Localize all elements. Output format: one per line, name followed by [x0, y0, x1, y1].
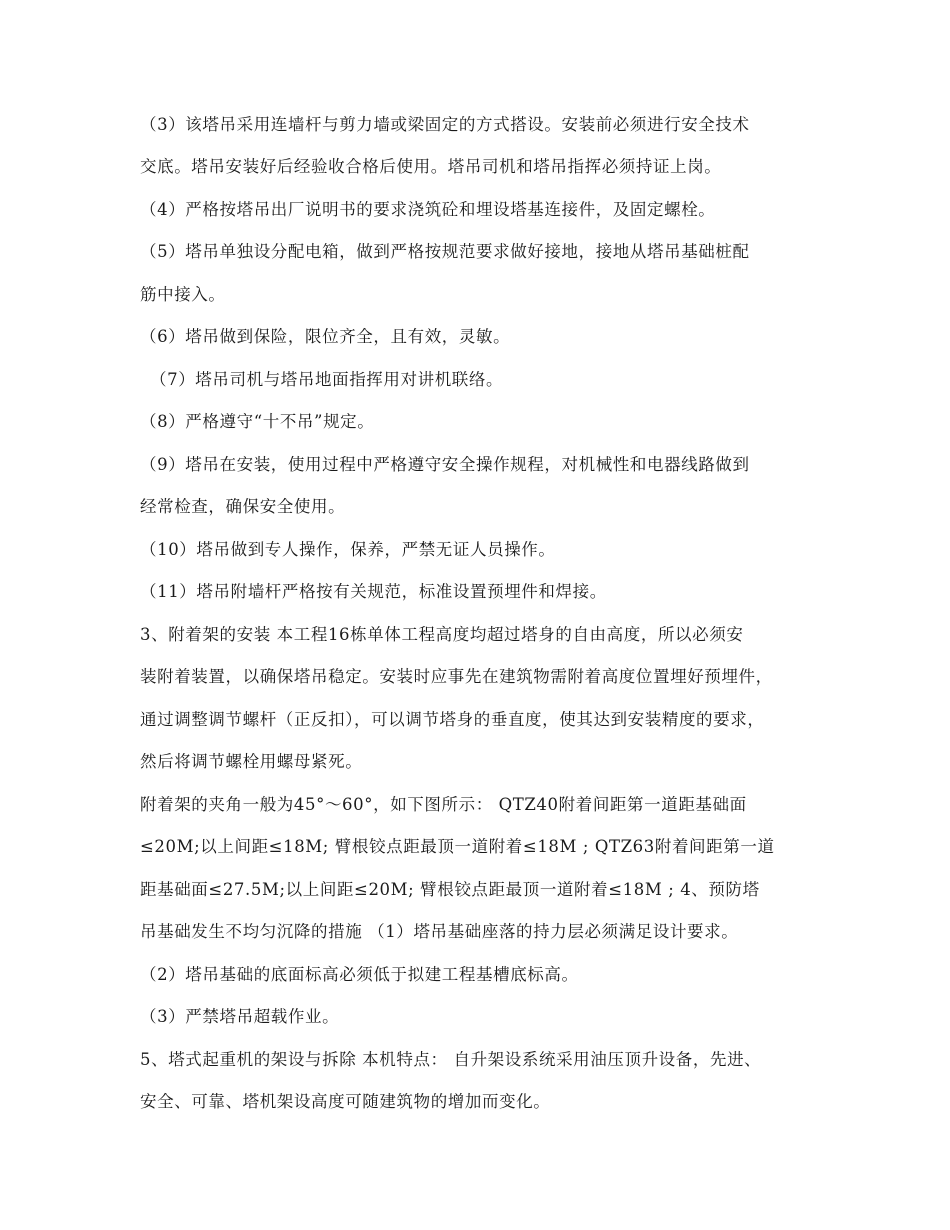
- text-line: 3、附着架的安装 本工程16栋单体工程高度均超过塔身的自由高度，所以必须安: [140, 625, 744, 644]
- text-line: 筋中接入。: [140, 285, 226, 304]
- text-line: （7）塔吊司机与塔吊地面指挥用对讲机联络。: [150, 370, 504, 389]
- text-line: （4）严格按塔吊出厂说明书的要求浇筑砼和埋设塔基连接件，及固定螺栓。: [140, 200, 716, 219]
- text-line: （3）该塔吊采用连墙杆与剪力墙或梁固定的方式搭设。安装前必须进行安全技术: [140, 115, 750, 134]
- text-line: 交底。塔吊安装好后经验收合格后使用。塔吊司机和塔吊指挥必须持证上岗。: [140, 157, 722, 176]
- text-line: （6）塔吊做到保险，限位齐全，且有效，灵敏。: [140, 327, 511, 346]
- text-line: （9）塔吊在安装，使用过程中严格遵守安全操作规程，对机械性和电器线路做到: [140, 455, 750, 474]
- text-line: 装附着装置，以确保塔吊稳定。安装时应事先在建筑物需附着高度位置埋好预埋件，: [140, 667, 773, 686]
- text-line: 经常检查，确保安全使用。: [140, 497, 346, 516]
- text-line: （10）塔吊做到专人操作，保养，严禁无证人员操作。: [140, 540, 556, 559]
- text-line: （2）塔吊基础的底面标高必须低于拟建工程基槽底标高。: [140, 965, 579, 984]
- text-line: 通过调整调节螺杆（正反扣），可以调节塔身的垂直度，使其达到安装精度的要求，: [140, 710, 765, 729]
- text-line: 吊基础发生不均匀沉降的措施 （1）塔吊基础座落的持力层必须满足设计要求。: [140, 922, 739, 941]
- text-line: （11）塔吊附墙杆严格按有关规范，标准设置预埋件和焊接。: [140, 582, 607, 601]
- text-line: 附着架的夹角一般为45°～60°，如下图所示： QTZ40附着间距第一道距基础面: [140, 795, 747, 814]
- text-line: 然后将调节螺栓用螺母紧死。: [140, 752, 363, 771]
- text-line: 距基础面≤27.5M;以上间距≤20M; 臂根铰点距最顶一道附着≤18M ; 4、预防塔: [140, 880, 760, 899]
- text-line: ≤20M;以上间距≤18M; 臂根铰点距最顶一道附着≤18M ; QTZ63附着间距第一道: [140, 837, 775, 856]
- text-line: （8）严格遵守“十不吊”规定。: [140, 412, 375, 431]
- text-line: （3）严禁塔吊超载作业。: [140, 1007, 340, 1026]
- text-line: 5、塔式起重机的架设与拆除 本机特点： 自升架设系统采用油压顶升设备，先进、: [140, 1050, 762, 1069]
- text-line: （5）塔吊单独设分配电箱，做到严格按规范要求做好接地，接地从塔吊基础桩配: [140, 242, 750, 261]
- text-line: 安全、可靠、塔机架设高度可随建筑物的增加而变化。: [140, 1092, 551, 1111]
